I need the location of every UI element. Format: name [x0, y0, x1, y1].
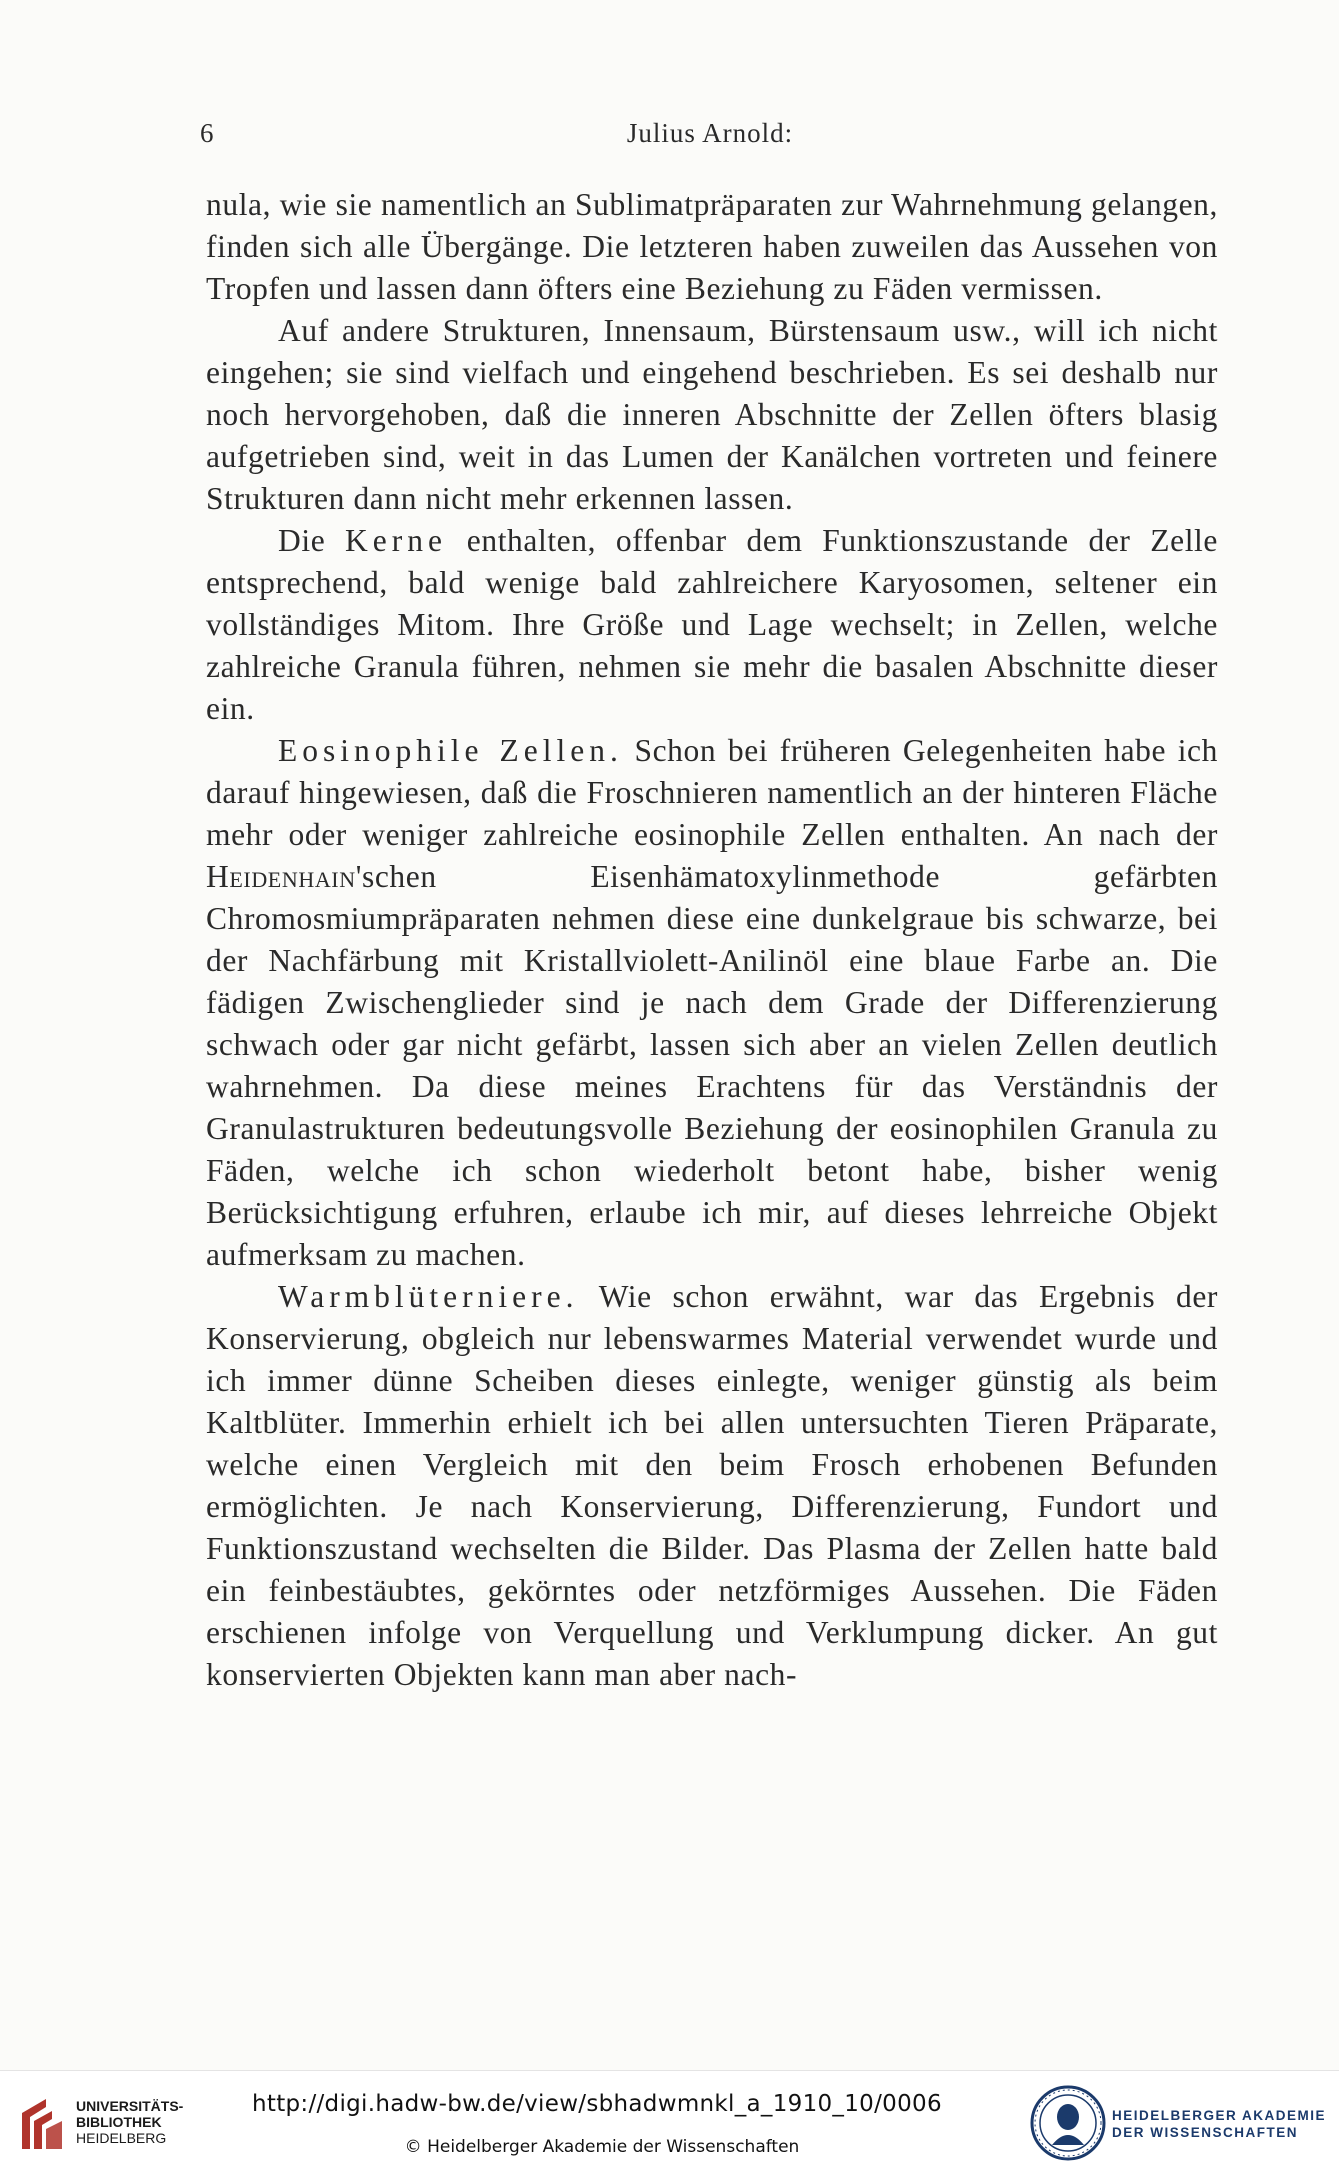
body-text — [206, 184, 1218, 1696]
paragraph-1-text: nula, wie sie namentlich an Sublimatpräparaten zur Wahrnehmung gelangen, finden sich alle Übergänge. Die letzteren haben zuweilen das Aussehen von Tropfen und lassen dann öfters eine Beziehung zu Fäden vermissen. — [206, 187, 1218, 306]
paragraph-4-heading: Eosinophile Zellen. — [278, 733, 623, 768]
paragraph-3 — [206, 520, 1218, 730]
paragraph-5 — [206, 1276, 1218, 1696]
academy-name-line-2: DER WISSENSCHAFTEN — [1112, 2125, 1299, 2140]
ub-heidelberg-logo-icon — [16, 2093, 68, 2151]
copyright-notice: © Heidelberger Akademie der Wissenschaften — [404, 2137, 800, 2157]
library-name — [76, 2098, 183, 2146]
permalink-url[interactable]: http://digi.hadw-bw.de/view/sbhadwmnkl_a_1910_10/0006 — [252, 2091, 942, 2117]
paragraph-3-spaced-term: Kerne — [345, 523, 447, 558]
paragraph-5-text: Wie schon erwähnt, war das Ergebnis der Konservierung, obgleich nur lebenswarmes Material verwendet wurde und ich immer dünne Scheiben dieses einlegte, weniger günstig als beim Kaltblüter. Immerhin erhielt ich bei allen untersuchten Tieren Präparate, welche einen Vergleich mit den beim Frosch erhobenen Befunden ermöglichten. Je nach Konservierung, Differenzierung, Fundort und Funktionszustand wechselten die Bilder. Das Plasma der Zellen hatte bald ein feinbestäubtes, gekörntes oder netzförmiges Aussehen. Die Fäden erschienen infolge von Verquellung und Verklumpung dicker. An gut konservierten Objekten kann man aber nach- — [206, 1279, 1218, 1692]
paragraph-3-lead: Die — [278, 523, 346, 558]
library-name-line-2: BIBLIOTHEK — [76, 2114, 162, 2130]
paragraph-2-text: Auf andere Strukturen, Innensaum, Bürstensaum usw., will ich nicht eingehen; sie sind vielfach und eingehend beschrieben. Es sei deshalb nur noch hervorgehoben, daß die inneren Abschnitte der Zellen öfters blasig aufgetrieben sind, weit in das Lumen der Kanälchen vortreten und feinere Strukturen dann nicht mehr erkennen lassen. — [206, 313, 1218, 516]
academy-name-line-1: HEIDELBERGER AKADEMIE — [1112, 2108, 1327, 2123]
page-header — [200, 118, 1220, 158]
paragraph-3-text: enthalten, offenbar dem Funktionszustande der Zelle entsprechend, bald wenige bald zahlreichere Karyosomen, seltener ein vollständiges Mitom. Ihre Größe und Lage wechselt; in Zellen, welche zahlreiche Granula führen, nehmen sie mehr die basalen Abschnitte dieser ein. — [206, 523, 1218, 726]
paragraph-5-heading: Warmblüterniere. — [278, 1279, 579, 1314]
paragraph-1 — [206, 184, 1218, 310]
paragraph-4-text-after: 'schen Eisenhämatoxylinmethode gefärbten Chromosmiumpräparaten nehmen diese eine dunkelgraue bis schwarze, bei der Nachfärbung mit Kristallviolett-Anilinöl eine blaue Farbe an. Die fädigen Zwischenglieder sind je nach dem Grade der Differenzierung schwach oder gar nicht gefärbt, lassen sich aber an vielen Zellen deutlich wahrnehmen. Da diese meines Erachtens für das Verständnis der Granulastrukturen bedeutungsvolle Beziehung der eosinophilen Granula zu Fäden, welche ich schon wiederholt betont habe, bisher wenig Berücksichtigung erfuhren, erlaube ich mir, auf dieses lehrreiche Objekt aufmerksam zu machen. — [206, 859, 1218, 1272]
library-name-line-3: HEIDELBERG — [76, 2130, 167, 2146]
academy-seal-icon — [1030, 2085, 1106, 2161]
academy-name — [1112, 2107, 1326, 2141]
paragraph-4 — [206, 730, 1218, 1276]
paragraph-4-text-before: Schon bei früheren Gelegenheiten habe ich darauf hingewiesen, daß die Froschnieren namentlich an der hinteren Fläche mehr oder weniger zahlreiche eosinophile Zellen enthalten. An nach der — [206, 733, 1218, 852]
paragraph-4-author-name: Heidenhain — [206, 859, 356, 894]
page-number: 6 — [200, 118, 215, 148]
running-head: Julius Arnold: — [626, 118, 794, 148]
digitization-footer — [0, 2070, 1339, 2175]
paragraph-2 — [206, 310, 1218, 520]
library-name-line-1: UNIVERSITÄTS- — [76, 2098, 184, 2114]
